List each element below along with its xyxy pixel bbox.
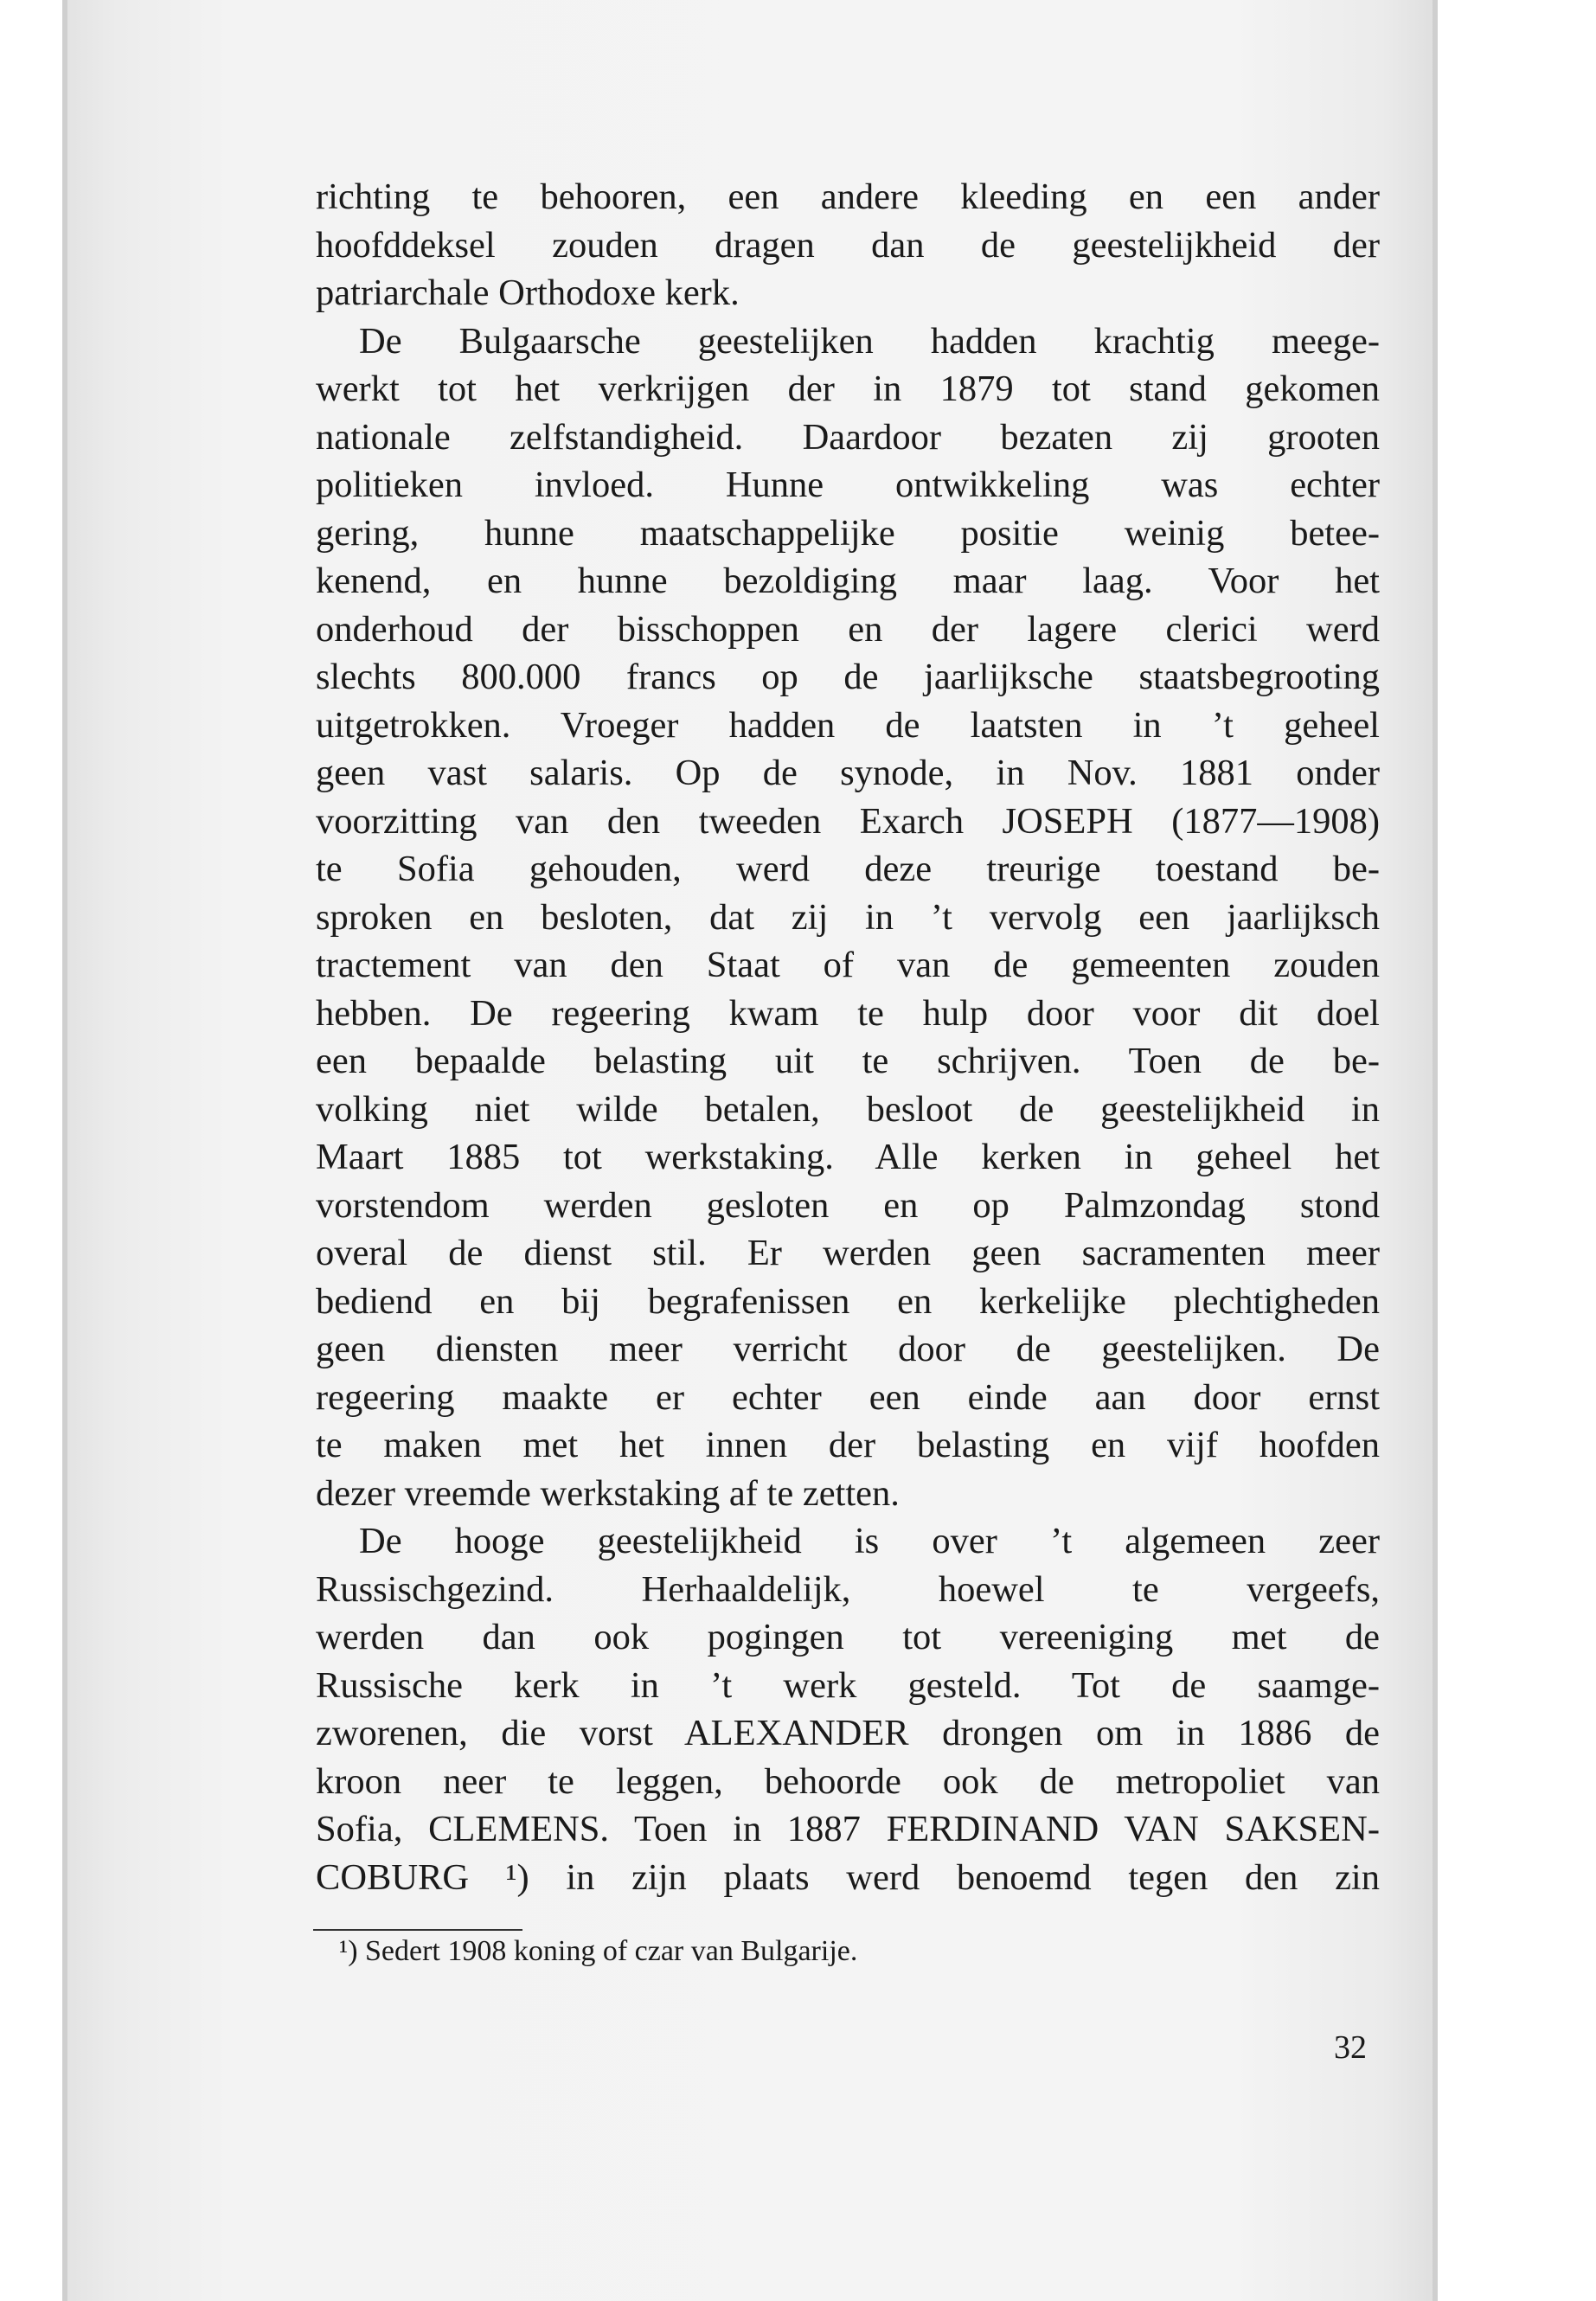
text-line: zworenen, die vorst ALEXANDER drongen om in 1886 de bbox=[316, 1713, 1380, 1753]
text-line: bediend en bij begrafenissen en kerkelijke plechtigheden bbox=[316, 1280, 1380, 1322]
text-line: geen diensten meer verricht door de geestelijken. De bbox=[316, 1329, 1380, 1369]
text-line: Russischgezind. Herhaaldelijk, hoewel te vergeefs, bbox=[316, 1568, 1380, 1610]
text-line: sproken en besloten, dat zij in ’t vervolg een jaarlijksch bbox=[316, 896, 1380, 938]
text-line: nationale zelfstandigheid. Daardoor bezaten zij grooten bbox=[316, 416, 1380, 458]
text-line: tractement van den Staat of van de gemeenten zouden bbox=[316, 945, 1380, 985]
text-line: werden dan ook pogingen tot vereeniging met de bbox=[316, 1617, 1380, 1657]
text-line: COBURG ¹) in zijn plaats werd benoemd tegen den zin bbox=[316, 1856, 1380, 1898]
text-line: De hooge geestelijkheid is over ’t algemeen zeer bbox=[359, 1521, 1380, 1561]
page-edge-left bbox=[62, 0, 67, 2301]
text-line: gering, hunne maatschappelijke positie weinig betee- bbox=[316, 512, 1380, 554]
text-line: Russische kerk in ’t werk gesteld. Tot de saamge- bbox=[316, 1664, 1380, 1706]
text-line: vorstendom werden gesloten en op Palmzondag stond bbox=[316, 1184, 1380, 1226]
text-line: werkt tot het verkrijgen der in 1879 tot stand gekomen bbox=[316, 369, 1380, 409]
text-line: geen vast salaris. Op de synode, in Nov. 1881 onder bbox=[316, 753, 1380, 793]
text-line: overal de dienst stil. Er werden geen sacramenten meer bbox=[316, 1233, 1380, 1273]
page-edge-right bbox=[1433, 0, 1438, 2301]
text-line: Maart 1885 tot werkstaking. Alle kerken in geheel het bbox=[316, 1137, 1380, 1177]
text-line: dezer vreemde werkstaking af te zetten. bbox=[316, 1472, 900, 1514]
page-number: 32 bbox=[1334, 2029, 1367, 2066]
body-text bbox=[316, 173, 1380, 1901]
text-line: te maken met het innen der belasting en vijf hoofden bbox=[316, 1425, 1380, 1465]
text-line: een bepaalde belasting uit te schrijven. Toen de be- bbox=[316, 1041, 1380, 1081]
text-line: hoofddeksel zouden dragen dan de geestelijkheid der bbox=[316, 224, 1380, 266]
text-line: kenend, en hunne bezoldiging maar laag. Voor het bbox=[316, 561, 1380, 601]
text-line: te Sofia gehouden, werd deze treurige toestand be- bbox=[316, 849, 1380, 889]
text-line: patriarchale Orthodoxe kerk. bbox=[316, 272, 740, 313]
text-line: richting te behooren, een andere kleeding en een ander bbox=[316, 176, 1380, 217]
text-line: regeering maakte er echter een einde aan door ernst bbox=[316, 1376, 1380, 1418]
text-line: voorzitting van den tweeden Exarch JOSEPH (1877—1908) bbox=[316, 800, 1380, 842]
text-line: volking niet wilde betalen, besloot de geestelijkheid in bbox=[316, 1088, 1380, 1130]
text-line: kroon neer te leggen, behoorde ook de metropoliet van bbox=[316, 1760, 1380, 1802]
text-line: hebben. De regeering kwam te hulp door voor dit doel bbox=[316, 992, 1380, 1034]
text-line: onderhoud der bisschoppen en der lagere clerici werd bbox=[316, 608, 1380, 650]
text-line: politieken invloed. Hunne ontwikkeling was echter bbox=[316, 465, 1380, 505]
footnote: ¹) Sedert 1908 koning of czar van Bulgarije. bbox=[339, 1935, 858, 1967]
text-line: uitgetrokken. Vroeger hadden de laatsten in ’t geheel bbox=[316, 704, 1380, 746]
text-line: slechts 800.000 francs op de jaarlijksche staatsbegrooting bbox=[316, 657, 1380, 697]
text-line: De Bulgaarsche geestelijken hadden krachtig meege- bbox=[359, 320, 1380, 362]
text-line: Sofia, CLEMENS. Toen in 1887 FERDINAND VAN SAKSEN- bbox=[316, 1809, 1380, 1849]
